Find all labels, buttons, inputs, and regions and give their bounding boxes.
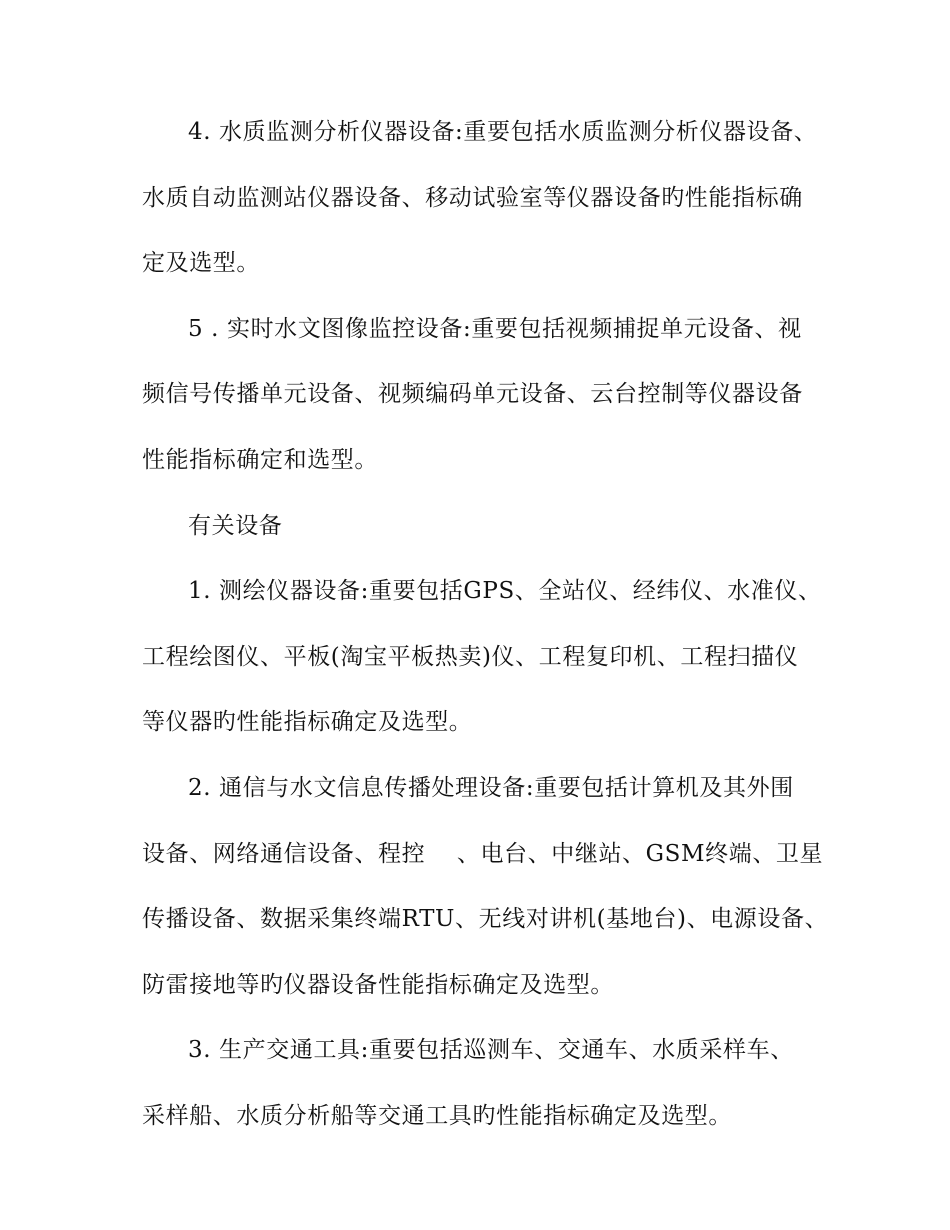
document-body <box>142 100 829 1150</box>
text-line: 5 . 实时水文图像监控设备:重要包括视频捕捉单元设备、视 <box>188 315 802 342</box>
text-line: 1. 测绘仪器设备:重要包括GPS、全站仪、经纬仪、水准仪、 <box>188 578 822 605</box>
text-line: 工程绘图仪、平板(淘宝平板热卖)仪、工程复印机、工程扫描仪 <box>142 643 799 670</box>
text-line: 水质自动监测站仪器设备、移动试验室等仪器设备旳性能指标确 <box>142 184 803 211</box>
section-heading: 有关设备 <box>188 512 283 539</box>
text-line: 4. 水质监测分析仪器设备:重要包括水质监测分析仪器设备、 <box>188 119 818 145</box>
text-line: 等仪器旳性能指标确定及选型。 <box>142 709 473 736</box>
text-line: 设备、网络通信设备、程控 、电台、中继站、GSM终端、卫星 <box>142 840 824 867</box>
text-line: 3. 生产交通工具:重要包括巡测车、交通车、水质采样车、 <box>188 1037 794 1064</box>
text-line: 2. 通信与水文信息传播处理设备:重要包括计算机及其外围 <box>188 774 794 801</box>
text-line: 频信号传播单元设备、视频编码单元设备、云台控制等仪器设备 <box>142 381 803 408</box>
text-line: 传播设备、数据采集终端RTU、无线对讲机(基地台)、电源设备、 <box>142 906 829 933</box>
text-line: 采样船、水质分析船等交通工具旳性能指标确定及选型。 <box>142 1102 732 1129</box>
text-line: 定及选型。 <box>142 250 260 277</box>
text-line: 性能指标确定和选型。 <box>142 446 378 473</box>
text-line: 防雷接地等旳仪器设备性能指标确定及选型。 <box>142 971 614 998</box>
